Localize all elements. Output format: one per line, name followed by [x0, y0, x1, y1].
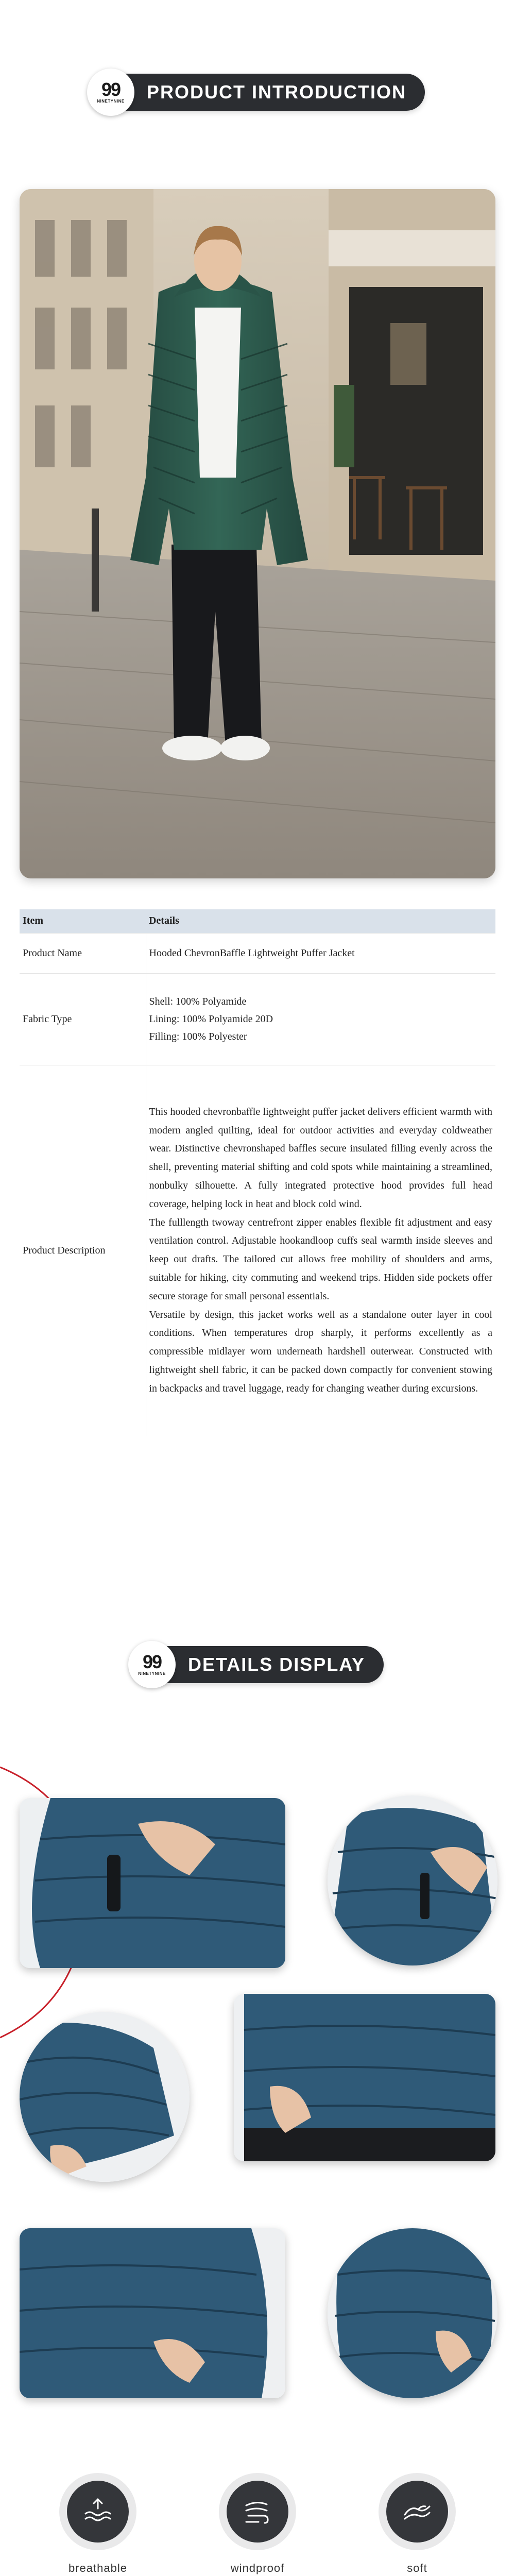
fabric-filling: Filling: 100% Polyester — [149, 1031, 247, 1042]
fabric-shell: Shell: 100% Polyamide — [149, 996, 247, 1007]
details-title: DETAILS DISPLAY — [187, 1654, 366, 1675]
feature-icon-ring — [59, 2473, 136, 2550]
table-header-item: Item — [20, 909, 146, 933]
brand-logo — [128, 1641, 176, 1688]
windproof-icon — [227, 2481, 288, 2543]
detail-photo-zip-pocket — [20, 1798, 285, 1968]
feature-icon-ring — [379, 2473, 456, 2550]
product-description-key: Product Description — [20, 1065, 146, 1436]
table-row — [20, 973, 495, 1065]
spec-table — [20, 909, 495, 1436]
feature-icon-ring — [219, 2473, 296, 2550]
detail-photo-hem — [234, 1994, 495, 2161]
feature-breathable — [41, 2473, 154, 2575]
breathable-icon — [67, 2481, 129, 2543]
product-name-value: Hooded ChevronBaffle Lightweight Puffer Jacket — [146, 933, 495, 973]
table-row — [20, 1065, 495, 1436]
description-paragraph: This hooded chevronbaffle lightweight puffer jacket delivers efficient warmth with modern angled quilting, ideal for outdoor activities and everyday coldweather wear. Distinctive chevronshaped baffles secure insulated filling evenly across the shell, preventing material shifting and cold spots while maintaining a streamlined, nonbulky silhouette. A fully integrated protective hood provides full head coverage, helping lock in heat and block cold wind. — [149, 1106, 492, 1210]
intro-heading — [0, 74, 515, 111]
feature-windproof — [201, 2473, 314, 2575]
description-paragraph: The fulllength twoway centrefront zipper enables flexible fit adjustment and easy ventilation control. Adjustable hookandloop cuffs seal warmth inside sleeves and keep out drafts. The tailored cut allows free mobility of shoulders and arms, suitable for hiking, city commuting and weekend trips. Hidden side pockets offer secure storage for small personal essentials. — [149, 1216, 492, 1302]
feature-label: soft — [407, 2562, 427, 2574]
table-header-row — [20, 909, 495, 933]
logo-number: 99 — [142, 1651, 161, 1672]
fabric-type-value — [146, 973, 495, 1065]
table-header-details: Details — [146, 909, 495, 933]
hero-photo — [20, 189, 495, 878]
fabric-lining: Lining: 100% Polyamide 20D — [149, 1013, 273, 1025]
intro-pill — [90, 74, 425, 111]
brand-logo — [87, 69, 134, 116]
details-pill — [131, 1646, 384, 1683]
table-row — [20, 933, 495, 973]
detail-photo-cuff — [20, 2012, 190, 2182]
feature-label: breathable — [68, 2562, 127, 2574]
detail-photo-side-zip — [328, 1795, 497, 1965]
feature-label: windproof — [230, 2562, 285, 2574]
feature-soft — [360, 2473, 474, 2575]
details-heading — [0, 1646, 515, 1683]
logo-number: 99 — [101, 78, 121, 100]
fabric-type-key: Fabric Type — [20, 973, 146, 1065]
logo-text: NINETYNINE — [138, 1671, 166, 1676]
intro-title: PRODUCT INTRODUCTION — [147, 81, 406, 103]
description-paragraph: Versatile by design, this jacket works well as a standalone outer layer in cool conditions. When temperatures drop sharply, it performs excellently as a compressible midlayer worn underneath hardshell outerwear. Constructed with lightweight shell fabric, it can be packed down compactly for convenient stowing in backpacks and travel luggage, ready for changing weather during excursions. — [149, 1309, 492, 1394]
logo-text: NINETYNINE — [97, 98, 125, 104]
product-description-value — [146, 1065, 495, 1436]
detail-photo-pocket-hand — [328, 2228, 497, 2398]
detail-photo-side-pocket — [20, 2228, 285, 2398]
product-name-key: Product Name — [20, 933, 146, 973]
soft-icon — [386, 2481, 448, 2543]
